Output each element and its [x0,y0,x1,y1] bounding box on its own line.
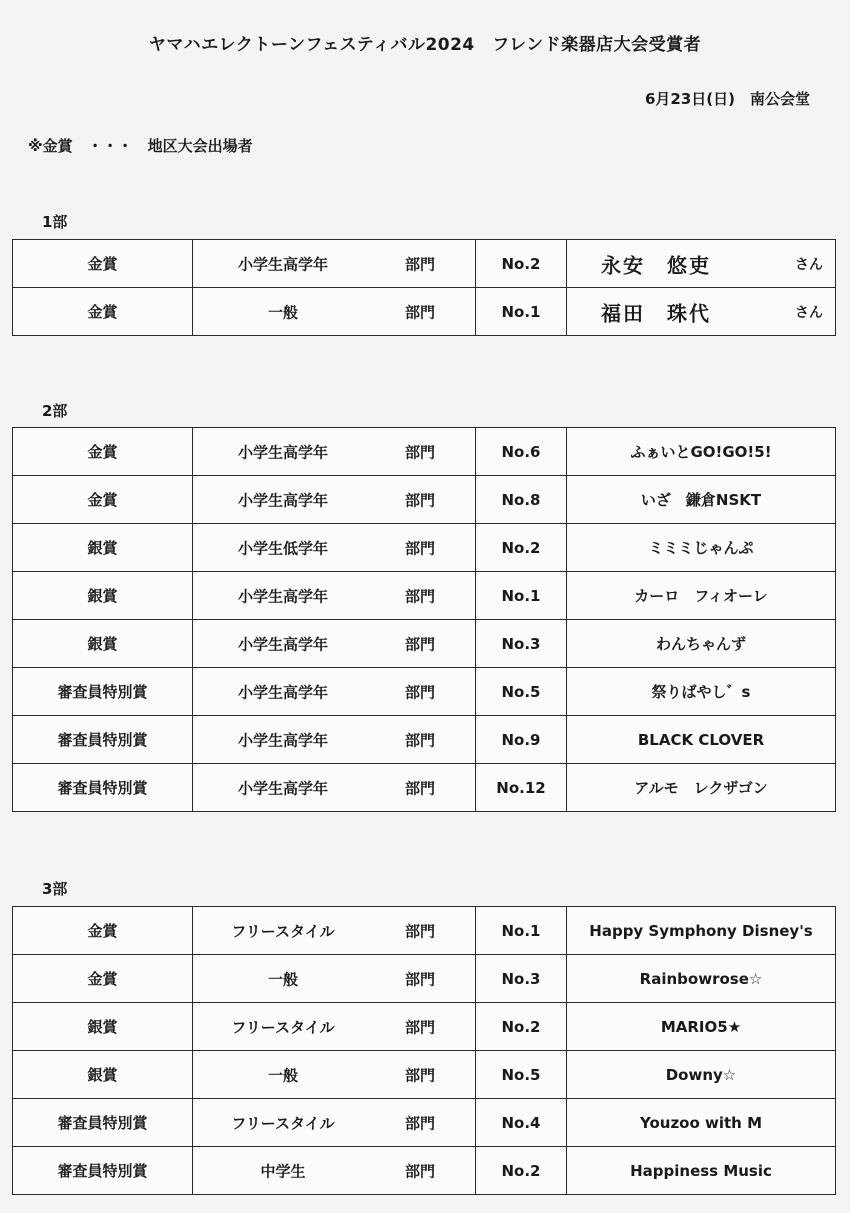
performer-cell: ミミミじゃんぷ [567,524,836,572]
category-suffix: 部門 [405,1066,436,1084]
category-cell [193,1147,476,1195]
table-row [13,955,836,1003]
category-cell [193,476,476,524]
entry-number-cell: No.6 [476,428,567,476]
honorific-suffix: さん [795,256,823,273]
prize-cell: 金賞 [13,955,193,1003]
table-row [13,668,836,716]
category-name: フリースタイル [231,1114,335,1132]
table-row [13,716,836,764]
category-cell [193,288,476,336]
table-row [13,1147,836,1195]
category-cell [193,428,476,476]
table-row [13,1003,836,1051]
entry-number-cell: No.5 [476,1051,567,1099]
entry-number-cell: No.2 [476,524,567,572]
section-label-3: 3部 [42,880,68,898]
category-suffix: 部門 [405,303,436,321]
section-label-2: 2部 [42,402,68,420]
prize-cell: 銀賞 [13,524,193,572]
awards-table-section-1 [12,239,836,336]
prize-cell: 銀賞 [13,620,193,668]
category-cell [193,524,476,572]
category-cell [193,668,476,716]
prize-cell: 金賞 [13,428,193,476]
prize-cell: 審査員特別賞 [13,764,193,812]
performer-cell [567,288,836,336]
table-row [13,1051,836,1099]
category-suffix: 部門 [405,683,436,701]
table-row [13,288,836,336]
awards-table-section-2 [12,427,836,812]
category-suffix: 部門 [405,255,436,273]
category-cell [193,620,476,668]
category-name: 中学生 [260,1162,306,1180]
performer-cell [567,240,836,288]
entry-number-cell: No.1 [476,288,567,336]
performer-cell: 祭りばやし゛s [567,668,836,716]
category-name: 小学生高学年 [237,779,328,797]
table-row [13,1099,836,1147]
entry-number-cell: No.2 [476,240,567,288]
performer-cell: カーロ フィオーレ [567,572,836,620]
table-row [13,764,836,812]
section-label-1: 1部 [42,213,68,231]
prize-cell: 金賞 [13,476,193,524]
category-cell [193,1099,476,1147]
entry-number-cell: No.9 [476,716,567,764]
category-cell [193,240,476,288]
category-name: 一般 [267,1066,298,1084]
category-name: 一般 [267,303,298,321]
category-name: 小学生高学年 [237,255,328,273]
performer-cell: アルモ レクザゴン [567,764,836,812]
table-row [13,240,836,288]
entry-number-cell: No.12 [476,764,567,812]
prize-cell: 金賞 [13,907,193,955]
entry-number-cell: No.2 [476,1003,567,1051]
performer-cell: ふぁいとGO!GO!5! [567,428,836,476]
performer-cell: わんちゃんず [567,620,836,668]
performer-cell: Youzoo with M [567,1099,836,1147]
prize-cell: 金賞 [13,288,193,336]
category-name: 一般 [267,970,298,988]
category-suffix: 部門 [405,970,436,988]
prize-cell: 審査員特別賞 [13,1147,193,1195]
entry-number-cell: No.5 [476,668,567,716]
entry-number-cell: No.3 [476,955,567,1003]
category-name: 小学生高学年 [237,731,328,749]
category-cell [193,572,476,620]
performer-cell: Downy☆ [567,1051,836,1099]
category-suffix: 部門 [405,635,436,653]
performer-cell: MARIO5★ [567,1003,836,1051]
performer-name: 永安 悠吏 [601,253,711,277]
category-name: 小学生高学年 [237,491,328,509]
category-name: 小学生高学年 [237,443,328,461]
entry-number-cell: No.2 [476,1147,567,1195]
category-name: フリースタイル [231,922,335,940]
category-suffix: 部門 [405,443,436,461]
performer-cell: Happy Symphony Disney's [567,907,836,955]
performer-cell: BLACK CLOVER [567,716,836,764]
performer-cell: Happiness Music [567,1147,836,1195]
performer-name: 福田 珠代 [601,301,711,325]
category-suffix: 部門 [405,491,436,509]
prize-cell: 銀賞 [13,1051,193,1099]
category-suffix: 部門 [405,587,436,605]
page-title: ヤマハエレクトーンフェスティバル2024 フレンド楽器店大会受賞者 [148,35,702,55]
category-name: 小学生低学年 [237,539,328,557]
table-row [13,907,836,955]
entry-number-cell: No.1 [476,907,567,955]
category-suffix: 部門 [405,539,436,557]
prize-cell: 金賞 [13,240,193,288]
category-cell [193,716,476,764]
table-row [13,572,836,620]
category-suffix: 部門 [405,1018,436,1036]
performer-cell: Rainbowrose☆ [567,955,836,1003]
category-cell [193,1051,476,1099]
category-cell [193,907,476,955]
category-suffix: 部門 [405,922,436,940]
table-row [13,428,836,476]
performer-cell: いざ 鎌倉NSKT [567,476,836,524]
category-cell [193,955,476,1003]
category-name: フリースタイル [231,1018,335,1036]
category-name: 小学生高学年 [237,683,328,701]
category-name: 小学生高学年 [237,635,328,653]
table-row [13,620,836,668]
legend-note: ※金賞 ・・・ 地区大会出場者 [28,137,253,155]
prize-cell: 銀賞 [13,1003,193,1051]
date-venue: 6月23日(日) 南公会堂 [644,90,810,108]
category-name: 小学生高学年 [237,587,328,605]
entry-number-cell: No.1 [476,572,567,620]
entry-number-cell: No.8 [476,476,567,524]
table-row [13,476,836,524]
entry-number-cell: No.3 [476,620,567,668]
category-cell [193,764,476,812]
prize-cell: 銀賞 [13,572,193,620]
category-suffix: 部門 [405,779,436,797]
category-suffix: 部門 [405,1114,436,1132]
awards-table-section-3 [12,906,836,1195]
prize-cell: 審査員特別賞 [13,716,193,764]
category-cell [193,1003,476,1051]
prize-cell: 審査員特別賞 [13,668,193,716]
table-row [13,524,836,572]
category-suffix: 部門 [405,1162,436,1180]
entry-number-cell: No.4 [476,1099,567,1147]
prize-cell: 審査員特別賞 [13,1099,193,1147]
category-suffix: 部門 [405,731,436,749]
honorific-suffix: さん [795,304,823,321]
